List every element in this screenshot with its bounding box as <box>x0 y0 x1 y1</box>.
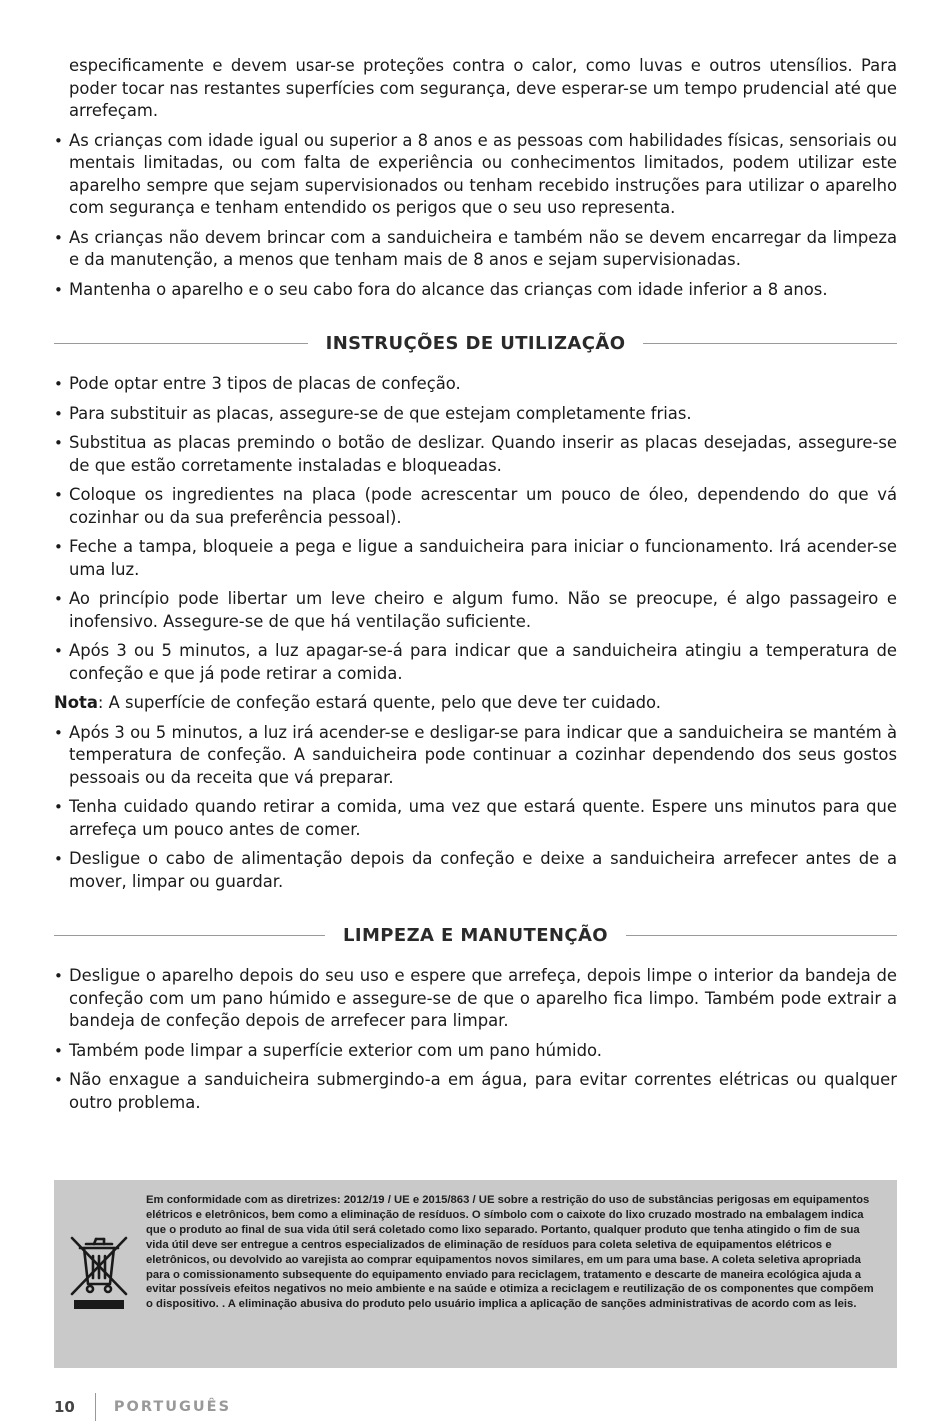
page-footer <box>54 1392 231 1422</box>
cleaning-bullet: • Desligue o aparelho depois do seu uso e espere que arrefeça, depois limpe o interior da bandeja de confeção com um pano húmido e assegure-se de que o aparelho fica limpo. Também pode extrair a bandeja de confeção depois de arrefecer para limpar. <box>54 965 897 1033</box>
safety-bullet: • As crianças não devem brincar com a sanduicheira e também não se devem encarregar da limpeza e da manutenção, a menos que tenham mais de 8 anos e sejam supervisionadas. <box>54 227 897 272</box>
instruction-bullet: • Tenha cuidado quando retirar a comida, uma vez que estará quente. Espere uns minutos para que arrefeça um pouco antes de comer. <box>54 796 897 841</box>
instruction-bullet: • Após 3 ou 5 minutos, a luz irá acender-se e desligar-se para indicar que a sanduicheira se mantém à temperatura de confeção. A sanduicheira pode continuar a cozinhar dependendo dos seus gostos pessoais ou da receita que vá preparar. <box>54 722 897 790</box>
crossed-out-wheelie-bin-icon <box>68 1234 130 1312</box>
section-title: LIMPEZA E MANUTENÇÃO <box>343 924 608 946</box>
section-heading-cleaning <box>54 923 897 947</box>
note-text: : A superfície de confeção estará quente, pelo que deve ter cuidado. <box>97 693 661 712</box>
instruction-bullet: • Pode optar entre 3 tipos de placas de confeção. <box>54 373 897 396</box>
heading-rule-left <box>54 343 308 344</box>
continued-paragraph: especificamente e devem usar-se proteções contra o calor, como luvas e outros utensílios. Para poder tocar nas restantes superfícies com segurança, deve esperar-se um tempo prudencial até que arrefeçam. <box>69 56 897 120</box>
cleaning-bullet: • Não enxague a sanduicheira submergindo-a em água, para evitar correntes elétricas ou qualquer outro problema. <box>54 1069 897 1114</box>
page-number: 10 <box>54 1398 75 1416</box>
weee-compliance-box <box>54 1180 897 1368</box>
cleaning-bullet: • Também pode limpar a superfície exterior com um pano húmido. <box>54 1040 897 1063</box>
heading-rule-right <box>626 935 897 936</box>
page-content <box>54 55 897 1121</box>
compliance-text: Em conformidade com as diretrizes: 2012/19 / UE e 2015/863 / UE sobre a restrição do uso de substâncias perigosas em equipamentos elétricos e eletrônicos, bem como a eliminação de resíduos. O símbolo com o caixote do lixo cruzado mostrado na embalagem indica que o produto ao final de sua vida útil será coletado como lixo separado. Portanto, qualquer produto que tenha atingido o fim de sua vida útil deve ser entregue a centros especializados de eliminação de resíduos para coleta seletiva de equipamentos elétricos e eletrônicos, ou devolvido ao varejista ao comprar equipamentos novos similares, em um para uma base. A coleta seletiva apropriada para o comissionamento subsequente do equipamento enviado para reciclagem, tratamento e descarte de maneira ecológica ajuda a evitar possíveis efeitos negativos no meio ambiente e na saúde e otimiza a reciclagem e reutilização de os componentes que compõem o dispositivo. . A eliminação abusiva do produto pelo usuário implica a aplicação de sanções administrativas de acordo com as leis. <box>146 1194 874 1311</box>
safety-bullet: • As crianças com idade igual ou superior a 8 anos e as pessoas com habilidades físicas, sensoriais ou mentais limitadas, ou com falta de experiência ou conhecimentos limitados, podem utilizar este aparelho sempre que sejam supervisionados ou tenham recebido instruções para utilizar o aparelho com segurança e tenham entendido os perigos que o seu uso representa. <box>54 130 897 220</box>
safety-bullet: • Mantenha o aparelho e o seu cabo fora do alcance das crianças com idade inferior a 8 anos. <box>54 279 897 302</box>
footer-divider <box>95 1393 96 1421</box>
instruction-bullet: • Ao princípio pode libertar um leve cheiro e algum fumo. Não se preocupe, é algo passageiro e inofensivo. Assegure-se de que há ventilação suficiente. <box>54 588 897 633</box>
heading-rule-left <box>54 935 325 936</box>
heading-rule-right <box>643 343 897 344</box>
instruction-bullet: • Após 3 ou 5 minutos, a luz apagar-se-á para indicar que a sanduicheira atingiu a temperatura de confeção e que já pode retirar a comida. <box>54 640 897 685</box>
section-title: INSTRUÇÕES DE UTILIZAÇÃO <box>325 332 626 354</box>
note-paragraph <box>54 692 897 715</box>
instruction-bullet: • Feche a tampa, bloqueie a pega e ligue a sanduicheira para iniciar o funcionamento. Irá acender-se uma luz. <box>54 536 897 581</box>
language-label: PORTUGUÊS <box>113 1399 232 1415</box>
instruction-bullet: • Substitua as placas premindo o botão de deslizar. Quando inserir as placas desejadas, assegure-se de que estão corretamente instaladas e bloqueadas. <box>54 432 897 477</box>
note-label: Nota <box>54 693 98 712</box>
instruction-bullet: • Coloque os ingredientes na placa (pode acrescentar um pouco de óleo, dependendo do que vá cozinhar ou da sua preferência pessoal). <box>54 484 897 529</box>
instruction-bullet: • Para substituir as placas, assegure-se de que estejam completamente frias. <box>54 403 897 426</box>
instruction-bullet: • Desligue o cabo de alimentação depois da confeção e deixe a sanduicheira arrefecer antes de a mover, limpar ou guardar. <box>54 848 897 893</box>
section-heading-instructions <box>54 331 897 355</box>
